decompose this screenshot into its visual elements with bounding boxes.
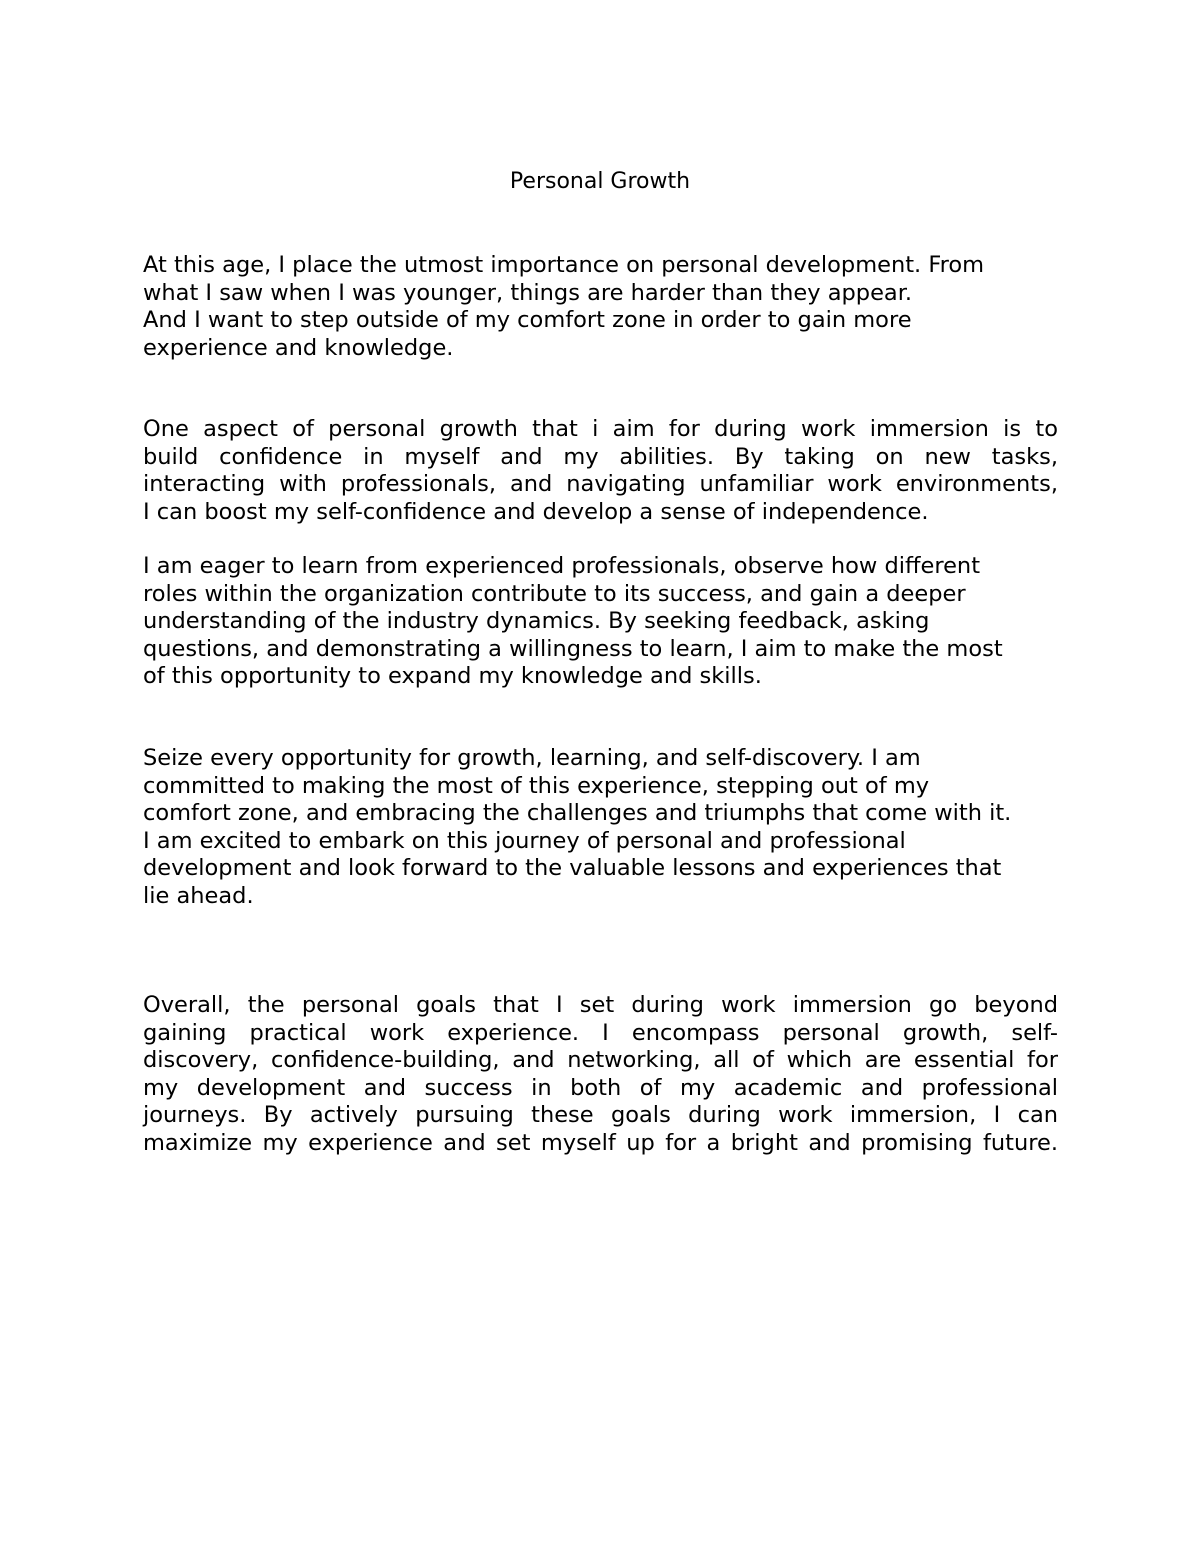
paragraph-line: my development and success in both of my academic and professional — [143, 1074, 1058, 1101]
paragraph-line: Seize every opportunity for growth, learning, and self-discovery. I am — [143, 745, 921, 771]
paragraph-line: I am excited to embark on this journey of personal and professional — [143, 827, 906, 854]
paragraph-line: lie ahead. — [143, 882, 254, 909]
paragraph-line: what I saw when I was younger, things are harder than they appear. — [143, 279, 913, 306]
paragraph-line: understanding of the industry dynamics. By seeking feedback, asking — [143, 608, 930, 634]
paragraph-line: development and look forward to the valuable lessons and experiences that — [143, 855, 1002, 881]
paragraph-4 — [143, 745, 1058, 910]
paragraph-line: committed to making the most of this experience, stepping out of my — [143, 772, 930, 799]
paragraph-5 — [143, 992, 1058, 1157]
paragraph-3 — [143, 553, 1058, 691]
paragraph-1 — [143, 252, 1058, 362]
paragraph-line: I can boost my self-confidence and develop a sense of independence. — [143, 498, 929, 525]
paragraph-line: experience and knowledge. — [143, 334, 454, 361]
paragraph-line: gaining practical work experience. I encompass personal growth, self- — [143, 1019, 1058, 1046]
paragraph-line: One aspect of personal growth that i aim for during work immersion is to — [143, 416, 1058, 442]
paragraph-line: interacting with professionals, and navigating unfamiliar work environments, — [143, 471, 1058, 497]
paragraph-line: comfort zone, and embracing the challenges and triumphs that come with it. — [143, 800, 1012, 826]
paragraph-line: And I want to step outside of my comfort zone in order to gain more — [143, 307, 912, 333]
paragraph-line: discovery, confidence-building, and networking, all of which are essential for — [143, 1047, 1058, 1073]
paragraph-line: of this opportunity to expand my knowledge and skills. — [143, 663, 762, 689]
paragraph-line: journeys. By actively pursuing these goals during work immersion, I can — [143, 1102, 1058, 1128]
paragraph-line: questions, and demonstrating a willingness to learn, I aim to make the most — [143, 635, 1003, 662]
paragraph-2 — [143, 416, 1058, 526]
paragraph-line: maximize my experience and set myself up for a bright and promising future. — [143, 1129, 1058, 1156]
document-title: Personal Growth — [509, 169, 691, 194]
paragraph-line: At this age, I place the utmost importance on personal development. From — [143, 252, 985, 278]
paragraph-line: I am eager to learn from experienced professionals, observe how different — [143, 553, 981, 579]
paragraph-line: roles within the organization contribute to its success, and gain a deeper — [143, 580, 966, 607]
paragraph-line: build confidence in myself and my abilities. By taking on new tasks, — [143, 443, 1058, 470]
paragraph-line: Overall, the personal goals that I set during work immersion go beyond — [143, 992, 1058, 1018]
